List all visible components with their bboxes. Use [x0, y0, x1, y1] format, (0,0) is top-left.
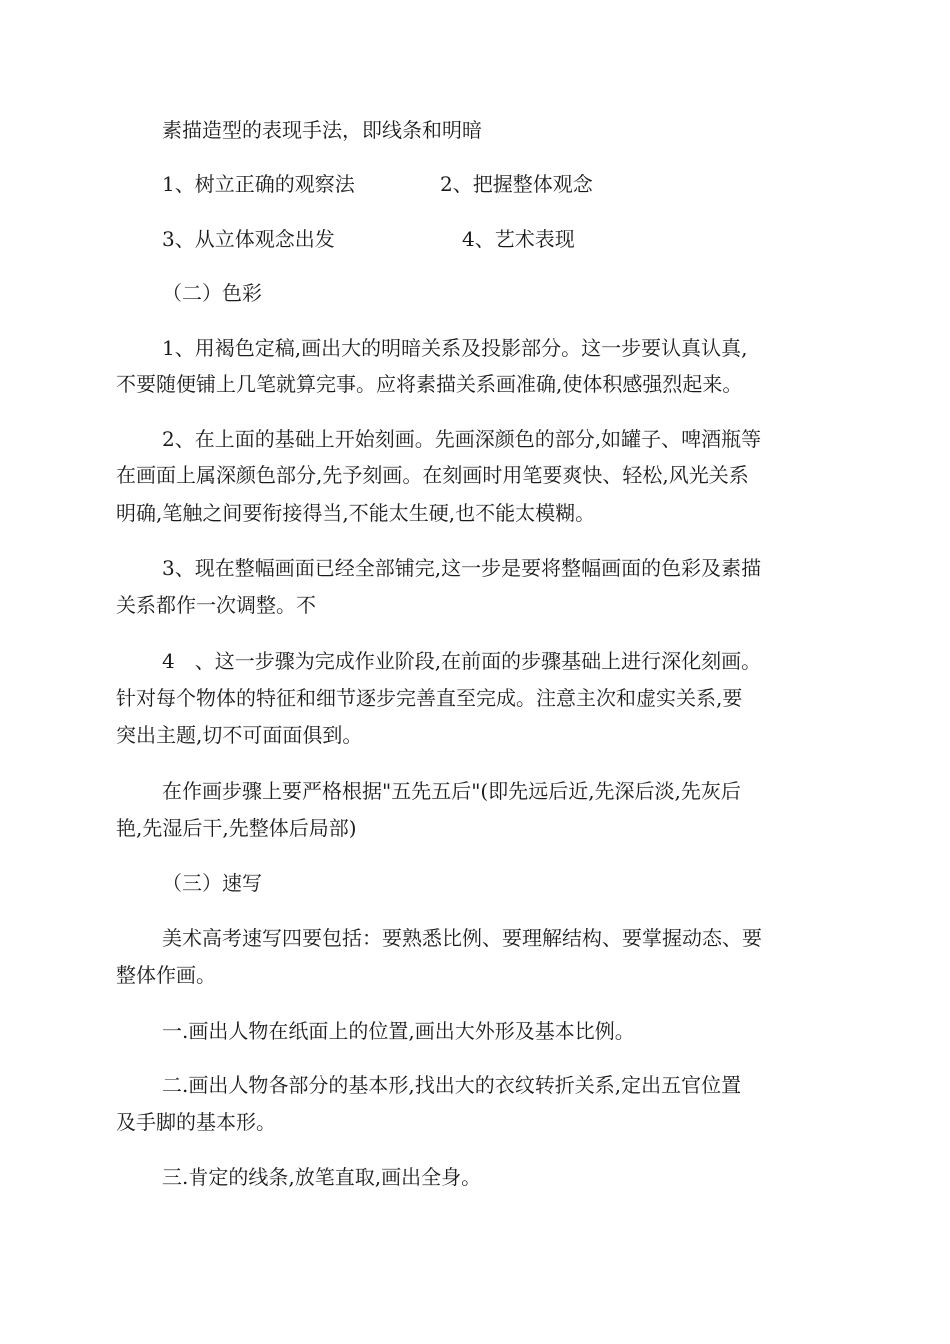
intro-line: 素描造型的表现手法，即线条和明暗 — [162, 118, 482, 142]
sketch-item-2: 2、把握整体观念 — [440, 172, 593, 196]
color-paragraph-2-line-1: 2、在上面的基础上开始刻画。先画深颜色的部分,如罐子、啤酒瓶等 — [162, 427, 762, 451]
color-paragraph-4-line-2: 针对每个物体的特征和细节逐步完善直至完成。注意主次和虚实关系,要 — [116, 686, 743, 710]
color-paragraph-5-line-2: 艳,先湿后干,先整体后局部) — [116, 816, 357, 840]
sketch-items-row-1 — [162, 171, 882, 197]
color-paragraph-3-line-2: 关系都作一次调整。不 — [116, 593, 316, 617]
color-paragraph-4-line-1: 4 、这一步骤为完成作业阶段,在前面的步骤基础上进行深化刻画。 — [162, 649, 762, 673]
sketch-paragraph-1-line-1: 美术高考速写四要包括：要熟悉比例、要理解结构、要掌握动态、要 — [162, 926, 762, 950]
color-paragraph-3-line-1: 3、现在整幅画面已经全部铺完,这一步是要将整幅画面的色彩及素描 — [162, 556, 762, 580]
sketch-item-3: 3、从立体观念出发 — [162, 227, 335, 251]
color-paragraph-2-line-2: 在画面上属深颜色部分,先予刻画。在刻画时用笔要爽快、轻松,风光关系 — [116, 463, 749, 487]
section-heading-color: （二）色彩 — [162, 281, 262, 305]
sketch-item-4: 4、艺术表现 — [462, 227, 575, 251]
color-paragraph-1-line-2: 不要随便铺上几笔就算完事。应将素描关系画准确,使体积感强烈起来。 — [116, 372, 743, 396]
section-heading-sketch: （三）速写 — [162, 871, 262, 895]
sketch-paragraph-3-line-2: 及手脚的基本形。 — [116, 1110, 276, 1134]
color-paragraph-4-line-3: 突出主题,切不可面面俱到。 — [116, 723, 363, 747]
sketch-paragraph-3-line-1: 二.画出人物各部分的基本形,找出大的衣纹转折关系,定出五官位置 — [162, 1073, 742, 1097]
sketch-items-row-2 — [162, 226, 882, 252]
sketch-item-1: 1、树立正确的观察法 — [162, 172, 355, 196]
color-paragraph-1-line-1: 1、用褐色定稿,画出大的明暗关系及投影部分。这一步要认真认真, — [162, 336, 748, 360]
sketch-paragraph-2: 一.画出人物在纸面上的位置,画出大外形及基本比例。 — [162, 1019, 635, 1043]
sketch-paragraph-1-line-2: 整体作画。 — [116, 963, 216, 987]
color-paragraph-5-line-1: 在作画步骤上要严格根据"五先五后"(即先远后近,先深后淡,先灰后 — [162, 779, 741, 803]
sketch-paragraph-4: 三.肯定的线条,放笔直取,画出全身。 — [162, 1165, 482, 1189]
color-paragraph-2-line-3: 明确,笔触之间要衔接得当,不能太生硬,也不能太模糊。 — [116, 501, 596, 525]
